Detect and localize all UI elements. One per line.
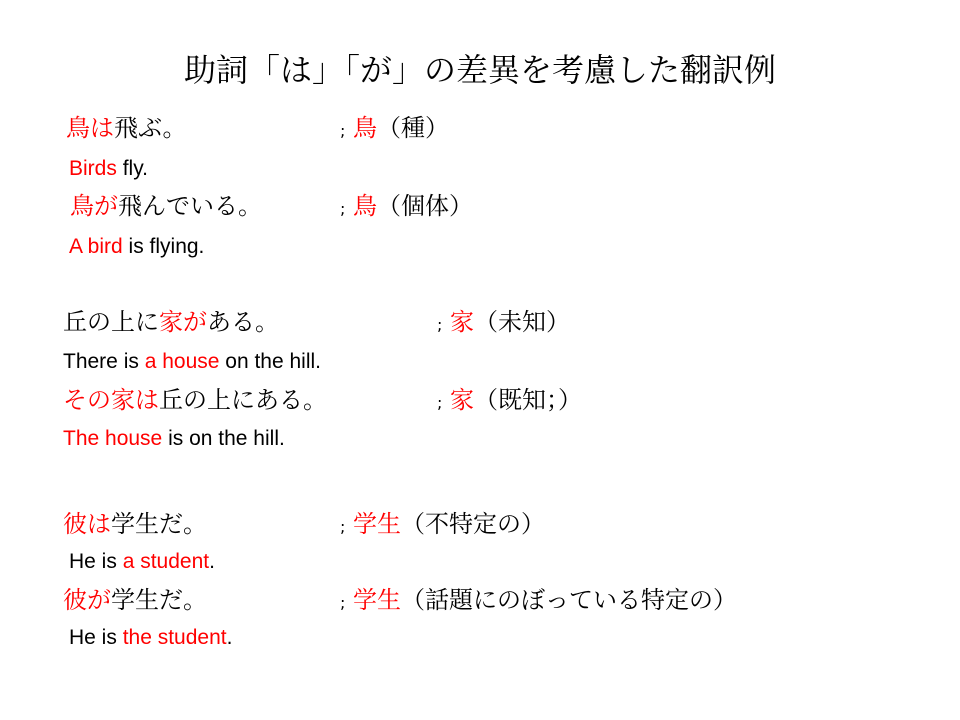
- jp-predicate: 学生だ。: [111, 510, 207, 538]
- note-term: 学生: [353, 510, 402, 538]
- note-term: 学生: [353, 586, 402, 614]
- jp-subject: 鳥は: [66, 114, 114, 142]
- en-sentence-the-house-is: [63, 425, 285, 453]
- note-term: 家: [450, 308, 475, 336]
- en-highlight: Birds: [69, 157, 117, 180]
- en-highlight: a student: [122, 550, 210, 573]
- note-student-nonspecific: [340, 508, 545, 543]
- jp-subject: その家は: [63, 386, 159, 414]
- en-rest: He is: [69, 626, 123, 649]
- jp-predicate: 学生だ。: [111, 586, 207, 614]
- en-rest: is on the hill.: [162, 427, 285, 450]
- jp-subject: 彼が: [63, 586, 111, 614]
- jp-subject: 鳥が: [70, 192, 118, 220]
- en-sentence-a-student: [69, 548, 215, 576]
- note-gloss: （種）: [377, 114, 450, 142]
- en-rest: .: [226, 626, 233, 649]
- en-highlight: A bird: [69, 235, 123, 258]
- note-gloss: （話題にのぼっている特定の）: [401, 586, 738, 614]
- en-highlight: a house: [144, 350, 220, 373]
- jp-predicate: 飛ぶ。: [114, 114, 187, 142]
- jp-sentence-he-is-student: [63, 508, 207, 540]
- note-house-unknown: [437, 306, 570, 341]
- note-semicolon: ;: [437, 393, 443, 412]
- note-gloss: （未知）: [474, 308, 571, 336]
- en-rest: is flying.: [122, 235, 205, 258]
- note-birds-fly: [340, 112, 449, 147]
- jp-predicate: 丘の上にある。: [159, 386, 327, 414]
- note-semicolon: ;: [437, 315, 443, 334]
- en-highlight: the student: [122, 626, 227, 649]
- jp-sentence-birds-fly: [66, 112, 186, 144]
- jp-sentence-house-on-hill: [63, 306, 279, 338]
- note-semicolon: ;: [340, 199, 346, 218]
- jp-subject: 彼は: [63, 510, 111, 538]
- jp-sentence-he-is-the-student: [63, 584, 207, 616]
- en-rest: .: [209, 550, 215, 573]
- en-sentence-bird-flying: [69, 233, 204, 261]
- en-highlight: The house: [63, 427, 163, 450]
- note-house-known: [437, 384, 582, 419]
- en-sentence-birds-fly: [69, 155, 148, 183]
- en-sentence-the-student: [69, 624, 232, 652]
- jp-sentence-the-house: [63, 384, 327, 416]
- en-sentence-there-is-a-house: [63, 348, 321, 376]
- en-rest: He is: [69, 550, 123, 573]
- note-semicolon: ;: [340, 517, 346, 536]
- en-rest: on the hill.: [219, 350, 322, 373]
- note-gloss: （不特定の）: [401, 510, 546, 538]
- note-term: 鳥: [353, 114, 378, 142]
- slide-title: 助詞「は」「が」の差異を考慮した翻訳例: [183, 51, 776, 89]
- jp-predicate: ある。: [207, 308, 279, 336]
- note-bird-flying: [340, 190, 473, 225]
- note-term: 家: [450, 386, 475, 414]
- note-student-specific: [340, 584, 737, 619]
- jp-predicate: 飛んでいる。: [118, 192, 262, 220]
- note-gloss: （既知；）: [474, 386, 583, 414]
- en-rest: There is: [63, 350, 145, 373]
- en-rest: fly.: [116, 157, 148, 180]
- note-term: 鳥: [353, 192, 378, 220]
- jp-location: 丘の上に: [63, 308, 159, 336]
- note-semicolon: ;: [340, 593, 346, 612]
- jp-sentence-bird-flying: [70, 190, 262, 222]
- jp-subject: 家が: [159, 308, 207, 336]
- note-semicolon: ;: [340, 121, 346, 140]
- note-gloss: （個体）: [377, 192, 474, 220]
